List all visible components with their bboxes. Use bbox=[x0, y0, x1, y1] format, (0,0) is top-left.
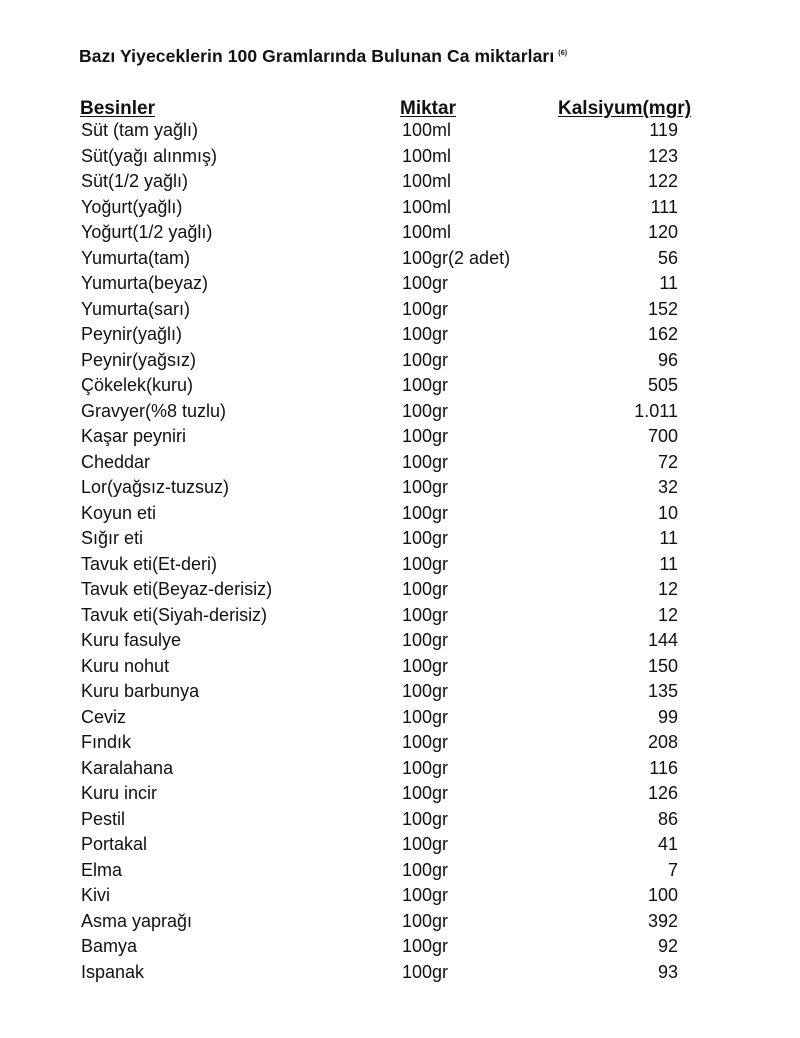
table-header bbox=[0, 98, 800, 122]
calcium-value: 96 bbox=[657, 349, 678, 370]
table-row bbox=[0, 605, 800, 631]
table-row bbox=[0, 681, 800, 707]
amount-value: 100ml bbox=[402, 145, 452, 166]
amount-value: 100gr bbox=[402, 528, 449, 548]
amount-value: 100ml bbox=[402, 222, 452, 242]
amount-value: 100gr bbox=[402, 502, 449, 523]
table-row bbox=[0, 809, 800, 835]
amount-value: 100gr bbox=[402, 400, 449, 421]
amount-value: 100gr bbox=[402, 757, 449, 778]
food-name: Kuru nohut bbox=[81, 655, 170, 676]
calcium-value: 162 bbox=[647, 324, 678, 344]
header-amount: Miktar bbox=[400, 98, 456, 119]
table-row bbox=[0, 299, 800, 325]
amount-value: 100gr bbox=[402, 808, 449, 829]
table-row bbox=[0, 707, 800, 733]
food-name: Kuru fasulye bbox=[81, 630, 182, 650]
food-name: Kuru incir bbox=[81, 783, 158, 803]
amount-value: 100gr bbox=[402, 579, 449, 599]
calcium-value: 123 bbox=[647, 145, 678, 166]
amount-value: 100gr bbox=[402, 910, 449, 931]
food-name: Elma bbox=[81, 859, 123, 880]
calcium-value: 12 bbox=[657, 579, 678, 599]
amount-value: 100ml bbox=[402, 171, 452, 191]
food-name: Portakal bbox=[81, 834, 148, 854]
food-name: Süt (tam yağlı) bbox=[81, 120, 199, 140]
food-name: Kaşar peyniri bbox=[81, 426, 187, 446]
amount-value: 100gr(2 adet) bbox=[402, 247, 511, 268]
header-calcium: Kalsiyum(mgr) bbox=[558, 98, 692, 119]
table-row bbox=[0, 222, 800, 248]
calcium-value: 11 bbox=[659, 553, 678, 574]
amount-value: 100gr bbox=[402, 273, 449, 293]
table-row bbox=[0, 452, 800, 478]
food-name: Yumurta(sarı) bbox=[81, 298, 191, 319]
amount-value: 100ml bbox=[402, 196, 452, 217]
amount-value: 100gr bbox=[402, 375, 449, 395]
calcium-value: 100 bbox=[647, 885, 678, 905]
calcium-value: 10 bbox=[657, 502, 678, 523]
calcium-value: 135 bbox=[647, 681, 678, 701]
table-row bbox=[0, 656, 800, 682]
table-row bbox=[0, 426, 800, 452]
amount-value: 100gr bbox=[402, 604, 449, 625]
food-name: Peynir(yağsız) bbox=[81, 349, 197, 370]
table-row bbox=[0, 146, 800, 172]
calcium-value: 41 bbox=[657, 834, 678, 854]
title-reference: (6) bbox=[558, 50, 568, 57]
calcium-value: 208 bbox=[647, 732, 678, 752]
calcium-value: 144 bbox=[647, 630, 678, 650]
calcium-value: 392 bbox=[647, 910, 678, 931]
calcium-value: 152 bbox=[647, 298, 678, 319]
amount-value: 100gr bbox=[402, 885, 449, 905]
table-row bbox=[0, 579, 800, 605]
amount-value: 100ml bbox=[402, 120, 452, 140]
amount-value: 100gr bbox=[402, 834, 449, 854]
food-name: Süt(yağı alınmış) bbox=[81, 145, 218, 166]
calcium-value: 122 bbox=[647, 171, 678, 191]
amount-value: 100gr bbox=[402, 451, 449, 472]
table-row bbox=[0, 120, 800, 146]
table-row bbox=[0, 324, 800, 350]
food-name: Ceviz bbox=[81, 706, 127, 727]
food-name: Lor(yağsız-tuzsuz) bbox=[81, 477, 230, 497]
amount-value: 100gr bbox=[402, 298, 449, 319]
amount-value: 100gr bbox=[402, 706, 449, 727]
table-row bbox=[0, 834, 800, 860]
food-name: Gravyer(%8 tuzlu) bbox=[81, 400, 227, 421]
calcium-value: 111 bbox=[650, 196, 678, 217]
food-name: Peynir(yağlı) bbox=[81, 324, 183, 344]
amount-value: 100gr bbox=[402, 324, 449, 344]
page-title-text: Bazı Yiyeceklerin 100 Gramlarında Bulunan Ca miktarları bbox=[79, 46, 555, 66]
food-name: Süt(1/2 yağlı) bbox=[81, 171, 189, 191]
calcium-value: 1.011 bbox=[634, 400, 678, 421]
amount-value: 100gr bbox=[402, 859, 449, 880]
food-name: Cheddar bbox=[81, 451, 151, 472]
calcium-value: 32 bbox=[657, 477, 678, 497]
table-row bbox=[0, 962, 800, 988]
calcium-value: 86 bbox=[657, 808, 678, 829]
food-name: Tavuk eti(Beyaz-derisiz) bbox=[81, 579, 273, 599]
table-row bbox=[0, 554, 800, 580]
table-row bbox=[0, 885, 800, 911]
table-row bbox=[0, 528, 800, 554]
table-row bbox=[0, 732, 800, 758]
header-food: Besinler bbox=[80, 98, 155, 119]
table-row bbox=[0, 197, 800, 223]
calcium-value: 93 bbox=[657, 961, 678, 982]
calcium-value: 56 bbox=[657, 247, 678, 268]
calcium-value: 7 bbox=[667, 859, 678, 880]
table-row bbox=[0, 248, 800, 274]
table-row bbox=[0, 171, 800, 197]
amount-value: 100gr bbox=[402, 630, 449, 650]
page-title bbox=[79, 46, 567, 67]
table-row bbox=[0, 936, 800, 962]
amount-value: 100gr bbox=[402, 477, 449, 497]
calcium-value: 11 bbox=[659, 528, 678, 548]
calcium-value: 119 bbox=[649, 120, 678, 140]
amount-value: 100gr bbox=[402, 732, 449, 752]
table-row bbox=[0, 630, 800, 656]
table-body bbox=[0, 120, 800, 987]
table-row bbox=[0, 911, 800, 937]
amount-value: 100gr bbox=[402, 783, 449, 803]
food-name: Kivi bbox=[81, 885, 111, 905]
food-name: Tavuk eti(Et-deri) bbox=[81, 553, 218, 574]
calcium-value: 99 bbox=[657, 706, 678, 727]
amount-value: 100gr bbox=[402, 655, 449, 676]
amount-value: 100gr bbox=[402, 961, 449, 982]
food-name: Sığır eti bbox=[81, 528, 144, 548]
table-row bbox=[0, 860, 800, 886]
table-row bbox=[0, 503, 800, 529]
food-name: Asma yaprağı bbox=[81, 910, 193, 931]
calcium-value: 120 bbox=[647, 222, 678, 242]
calcium-value: 11 bbox=[659, 273, 678, 293]
calcium-value: 150 bbox=[647, 655, 678, 676]
food-name: Yoğurt(1/2 yağlı) bbox=[81, 222, 213, 242]
amount-value: 100gr bbox=[402, 553, 449, 574]
table-row bbox=[0, 783, 800, 809]
calcium-value: 72 bbox=[657, 451, 678, 472]
food-name: Fındık bbox=[81, 732, 132, 752]
calcium-value: 116 bbox=[649, 757, 678, 778]
food-name: Pestil bbox=[81, 808, 126, 829]
calcium-value: 92 bbox=[657, 936, 678, 956]
amount-value: 100gr bbox=[402, 681, 449, 701]
food-name: Kuru barbunya bbox=[81, 681, 200, 701]
table-row bbox=[0, 758, 800, 784]
food-name: Bamya bbox=[81, 936, 138, 956]
table-row bbox=[0, 350, 800, 376]
food-name: Koyun eti bbox=[81, 502, 157, 523]
table-row bbox=[0, 477, 800, 503]
table-row bbox=[0, 273, 800, 299]
food-name: Yoğurt(yağlı) bbox=[81, 196, 183, 217]
food-name: Tavuk eti(Siyah-derisiz) bbox=[81, 604, 268, 625]
food-name: Çökelek(kuru) bbox=[81, 375, 194, 395]
amount-value: 100gr bbox=[402, 426, 449, 446]
calcium-value: 700 bbox=[647, 426, 678, 446]
food-name: Yumurta(tam) bbox=[81, 247, 191, 268]
table-row bbox=[0, 375, 800, 401]
food-name: Ispanak bbox=[81, 961, 145, 982]
calcium-value: 505 bbox=[647, 375, 678, 395]
table-row bbox=[0, 401, 800, 427]
food-name: Yumurta(beyaz) bbox=[81, 273, 209, 293]
calcium-value: 126 bbox=[647, 783, 678, 803]
amount-value: 100gr bbox=[402, 349, 449, 370]
calcium-value: 12 bbox=[657, 604, 678, 625]
amount-value: 100gr bbox=[402, 936, 449, 956]
food-name: Karalahana bbox=[81, 757, 174, 778]
